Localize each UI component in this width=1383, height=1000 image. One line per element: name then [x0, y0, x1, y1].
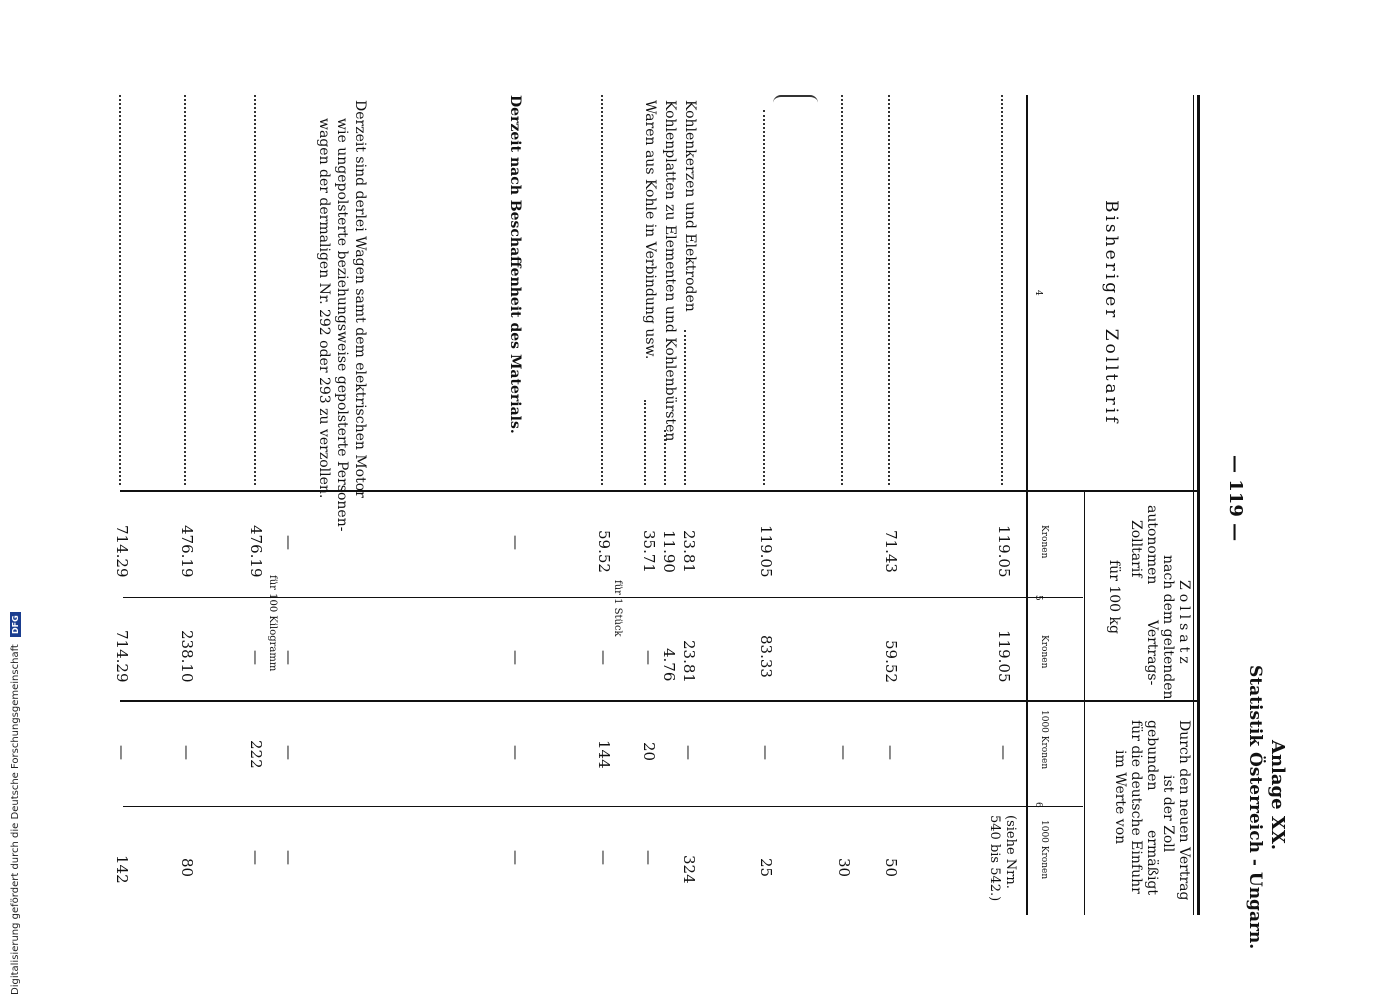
row7-label: Waren aus Kohle in Verbindung usw.: [642, 100, 658, 360]
header-bottom-rule: [1026, 95, 1028, 915]
row2-autonom: 71.43: [882, 530, 900, 573]
group-brace: [773, 95, 818, 105]
col4-title: Bisheriger Zolltarif: [1101, 200, 1121, 426]
col5-title-5: Vertrags-: [1144, 620, 1160, 686]
row10-ermaessigt: —: [280, 850, 298, 865]
col6-title-2: ist der Zoll: [1160, 775, 1176, 853]
row11-vertrag: —: [247, 650, 265, 665]
row10-gebunden: —: [280, 745, 298, 760]
wagen-note-line-1: Derzeit sind derlei Wagen samt dem elektrischen Motor: [352, 100, 368, 498]
col5-num: 5: [1033, 595, 1043, 601]
col6-title-4: ermäßigt: [1144, 830, 1160, 896]
row1-autonom: 119.05: [995, 525, 1013, 578]
leader-dots: [644, 400, 646, 485]
row1-gebunden: —: [995, 745, 1013, 760]
wagen-note-line-3: wagen der dermaligen Nr. 292 oder 293 zu verzollen.: [316, 118, 332, 499]
leader-dots: [601, 95, 603, 485]
row8-gebunden: 144: [595, 740, 613, 769]
row4-ermaessigt: 25: [757, 858, 775, 878]
row2-vertrag: 59.52: [882, 640, 900, 683]
page-subtitle: Statistik Österreich - Ungarn.: [1245, 665, 1265, 950]
row7-gebunden: 20: [640, 742, 658, 762]
row4-autonom: 119.05: [757, 525, 775, 578]
col5-title-2: nach dem geltenden: [1160, 555, 1176, 700]
col-rule-4-5: [120, 490, 1200, 492]
row3-ermaessigt: 30: [835, 858, 853, 878]
row5-autonom: 23.81: [680, 530, 698, 573]
row2-gebunden: —: [882, 745, 900, 760]
row1-vertrag: 119.05: [995, 630, 1013, 683]
leader-dots: [841, 95, 843, 485]
row8-ermaessigt: —: [595, 850, 613, 865]
row4-gebunden: —: [757, 745, 775, 760]
row6-label: Kohlenplatten zu Elementen und Kohlenbürsten: [662, 100, 678, 442]
col5-unit-b: Kronen: [1039, 635, 1049, 669]
table-top-rule: [1197, 95, 1200, 915]
row8-autonom: 59.52: [595, 530, 613, 573]
row11-gebunden: 222: [247, 740, 265, 769]
row5-vertrag: 23.81: [680, 640, 698, 683]
leader-dots: [664, 430, 666, 485]
leader-dots: [184, 95, 186, 485]
col6-title-1: Durch den neuen Vertrag: [1176, 720, 1192, 901]
dfg-logo-icon: DFG: [10, 612, 21, 637]
row13-gebunden: —: [113, 745, 131, 760]
col5-unit-a: Kronen: [1039, 525, 1049, 559]
leader-dots: [119, 95, 121, 485]
row9-autonom: —: [507, 535, 525, 550]
row11-ermaessigt: —: [247, 850, 265, 865]
leader-dots: [763, 110, 765, 485]
col6-unit-b: 1000 Kronen: [1039, 820, 1049, 880]
annex-title: Anlage XX.: [1267, 740, 1288, 851]
col5-title-3: autonomen: [1144, 505, 1160, 585]
row8-vertrag: —: [595, 650, 613, 665]
row13-ermaessigt: 142: [113, 855, 131, 884]
row4-vertrag: 83.33: [757, 635, 775, 678]
col5-title-1: Zollsatz: [1176, 580, 1192, 668]
col6-title-5: für die deutsche Einfuhr: [1128, 720, 1144, 894]
col5-title-6: für 100 kg: [1106, 560, 1122, 634]
row12-vertrag: 238.10: [178, 630, 196, 683]
table-top-rule-thin: [1193, 95, 1194, 915]
row6-vertrag: 4.76: [660, 648, 678, 682]
col-rule-6-sub: [123, 806, 1083, 807]
col6-unit-a: 1000 Kronen: [1039, 710, 1049, 770]
col6-num: 6: [1033, 802, 1043, 808]
leader-dots: [684, 330, 686, 485]
row9-gebunden: —: [507, 745, 525, 760]
row11-autonom: 476.19: [247, 525, 265, 578]
col4-num: 4: [1033, 290, 1043, 296]
leader-dots: [888, 95, 890, 485]
row13-autonom: 714.29: [113, 525, 131, 578]
row7-vertrag: —: [640, 650, 658, 665]
row7-ermaessigt: —: [640, 850, 658, 865]
digitization-footer: [10, 5, 21, 995]
row12-gebunden: —: [178, 745, 196, 760]
wagen-note-line-2: wie ungepolsterte beziehungsweise gepolsterte Personen-: [334, 118, 350, 532]
col5-title-4: Zolltarif: [1128, 520, 1144, 578]
row12-ermaessigt: 80: [178, 858, 196, 878]
row5-label: Kohlenkerzen und Elektroden: [682, 100, 698, 312]
sub-header-rule: [1084, 490, 1085, 915]
col6-title-3: gebunden: [1144, 720, 1160, 791]
row7-autonom: 35.71: [640, 530, 658, 573]
row9-vertrag: —: [507, 650, 525, 665]
leader-dots: [254, 95, 256, 485]
row10-autonom: —: [280, 535, 298, 550]
row9-ermaessigt: —: [507, 850, 525, 865]
row9-label: Derzeit nach Beschaffenheit des Materials.: [507, 95, 523, 434]
row5-ermaessigt: 324: [680, 855, 698, 884]
per-100kg-note: für 100 Kilogramm: [267, 575, 278, 672]
row13-vertrag: 714.29: [113, 630, 131, 683]
row12-autonom: 476.19: [178, 525, 196, 578]
row1-ermaessigt: (siehe Nrn. 540 bis 542.): [987, 815, 1018, 902]
col6-title-6: im Werte von: [1112, 750, 1128, 845]
footer-text: Digitalisierung gefördert durch die Deutsche Forschungsgemeinschaft: [10, 644, 21, 995]
leader-dots: [1001, 95, 1003, 485]
row5-gebunden: —: [680, 745, 698, 760]
row2-ermaessigt: 50: [882, 858, 900, 878]
row10-vertrag: —: [280, 650, 298, 665]
row3-gebunden: —: [835, 745, 853, 760]
row6-autonom: 11.90: [660, 530, 678, 573]
per-piece-note: für 1 Stück: [612, 580, 623, 637]
page-number: — 119 —: [1225, 455, 1246, 542]
col-rule-5-6: [120, 700, 1200, 702]
